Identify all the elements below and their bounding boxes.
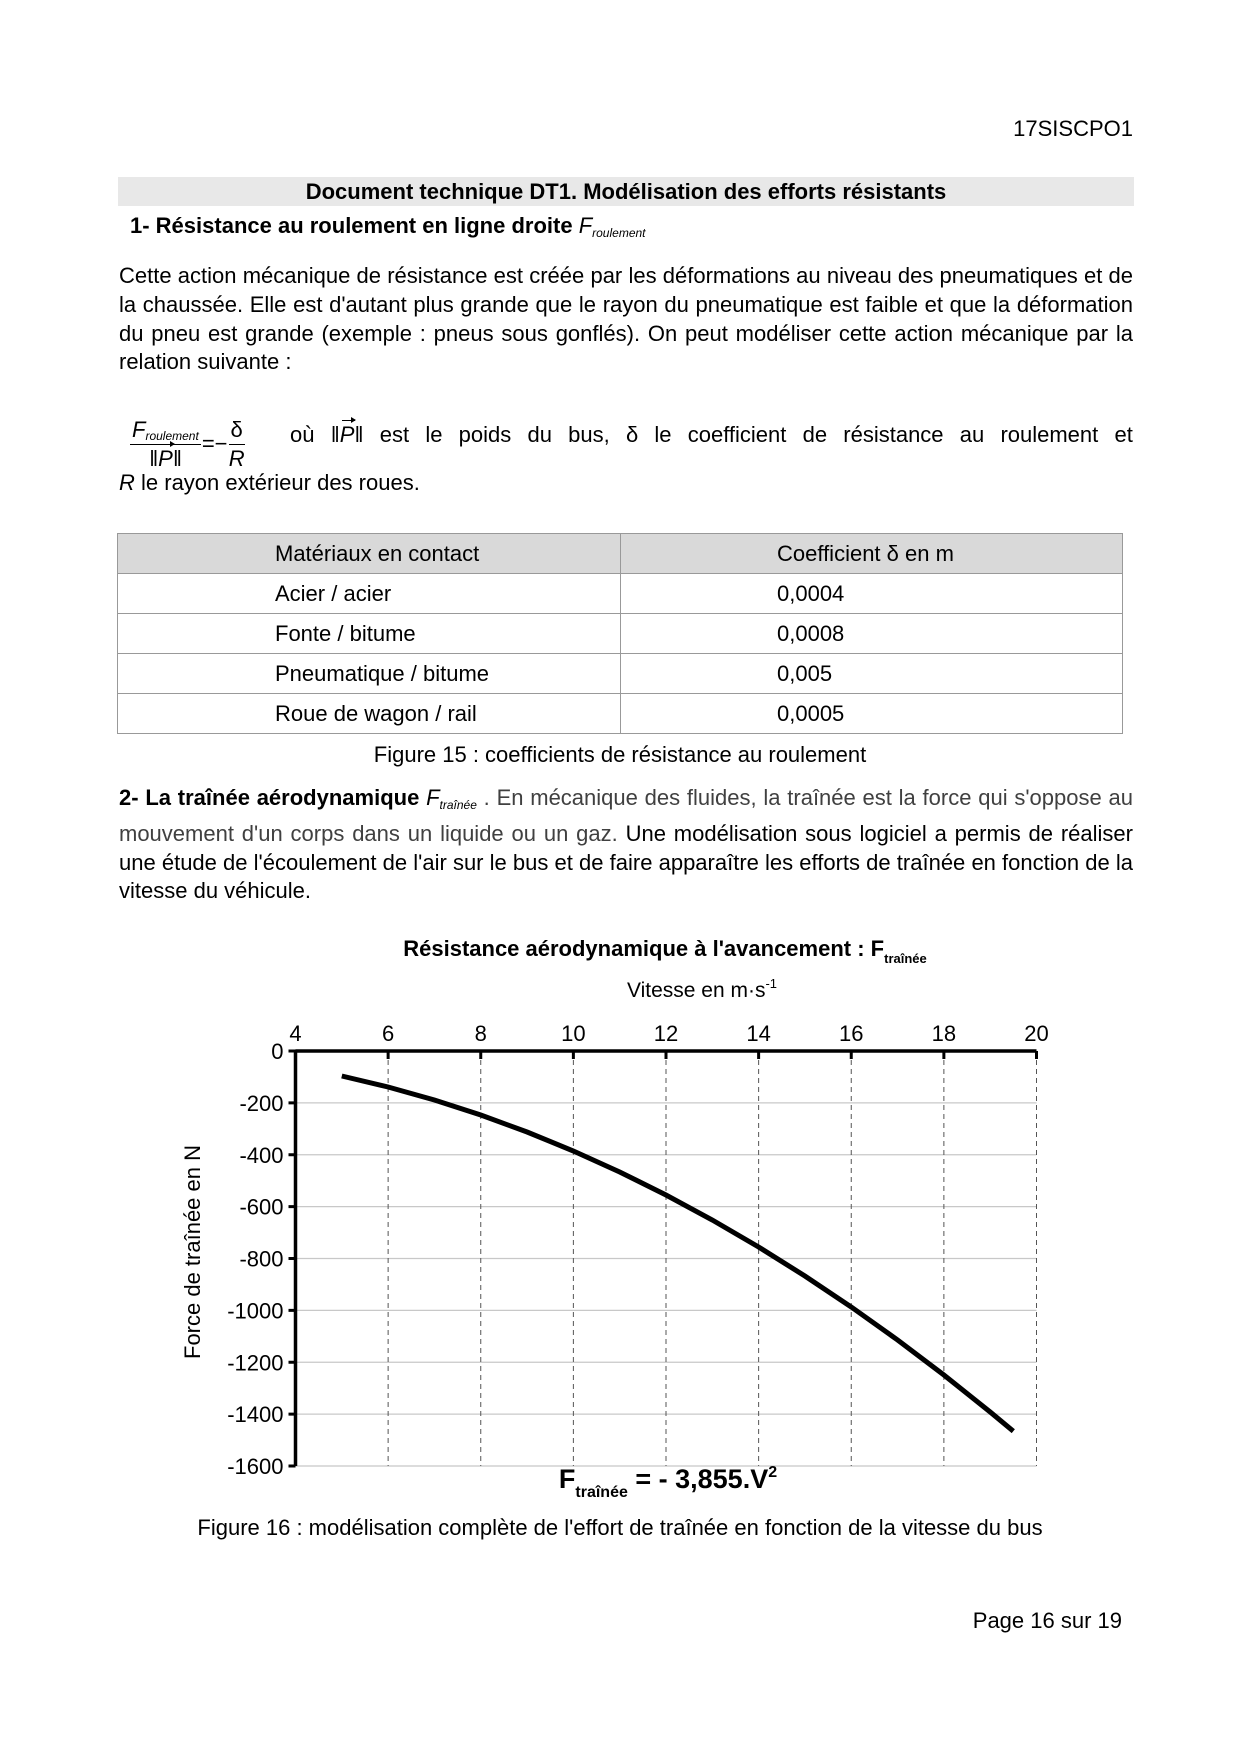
formula-word: δ [625, 422, 639, 447]
y-tick-label: -1400 [227, 1402, 284, 1428]
x-tick-label: 14 [746, 1021, 771, 1046]
formula-explanation [290, 422, 1133, 448]
drag-equation-annotation: $F_{traînée}$ = - $3,855.V^2$ [558, 1464, 778, 1501]
table-row [118, 694, 1123, 734]
cell-material: Roue de wagon / rail [118, 694, 621, 734]
section2-symbol: Ftraînée [426, 785, 477, 812]
x-tick-label: 6 [382, 1021, 395, 1046]
formula-word: coefficient [687, 422, 787, 447]
formula-rhs-fraction: $\frac{\delta}{R}$ [228, 416, 245, 471]
y-tick-label: -400 [239, 1142, 284, 1168]
x-tick-label: 16 [839, 1021, 864, 1046]
drag-force-chart [0, 920, 1240, 1560]
formula-word: poids [458, 422, 512, 447]
cell-material: Pneumatique / bitume [118, 654, 621, 694]
document-reference: 17SISCPO1 [1013, 116, 1133, 141]
column-header-coefficient: Coefficient δ en m [621, 534, 1123, 574]
x-tick-label: 4 [289, 1021, 302, 1046]
cell-material: Fonte / bitume [118, 614, 621, 654]
formula-word: le [654, 422, 672, 447]
formula-word: ‖P‖ [330, 422, 364, 447]
cell-material: Acier / acier [118, 574, 621, 614]
y-tick-label: -800 [239, 1246, 284, 1272]
figure16-caption: Figure 16 : modélisation complète de l'effort de traînée en fonction de la vitesse du bus [197, 1515, 1043, 1540]
formula-word: le [425, 422, 443, 447]
x-tick-label: 20 [1024, 1021, 1049, 1046]
rolling-coefficient-table [117, 533, 1123, 734]
chart-grid [296, 1051, 1037, 1466]
formula-word: roulement [1000, 422, 1099, 447]
chart-axes [227, 1021, 1049, 1479]
formula-word: résistance [843, 422, 944, 447]
formula-continuation: R le rayon extérieur des roues. [119, 470, 420, 495]
y-tick-label: -200 [239, 1090, 284, 1116]
section2-paragraph [119, 784, 1133, 906]
table-header-row [118, 534, 1123, 574]
figure15-caption: Figure 15 : coefficients de résistance au roulement [373, 742, 867, 767]
chart-x-axis-label: Vitesse en $m\cdot s^{-1}$ [626, 976, 778, 1002]
section1-heading-text: 1- Résistance au roulement en ligne droite [130, 213, 573, 238]
y-tick-label: -1200 [227, 1350, 284, 1376]
y-tick-label: -1000 [227, 1298, 284, 1324]
document-title: Document technique DT1. Modélisation des efforts résistants [305, 178, 947, 204]
formula-equals: =− [201, 431, 228, 456]
section1-paragraph: Cette action mécanique de résistance est créée par les déformations au niveau des pneumatiques et de la chaussée. Elle est d'autant plus grande que le rayon du pneumatique est faible et que la déformation du pneu est grande (exemple : pneus sous gonflés). On peut modéliser cette action mécanique par la relation suivante : [119, 263, 1133, 375]
x-tick-label: 10 [561, 1021, 586, 1046]
document-title-bar [118, 177, 1134, 206]
x-tick-label: 12 [653, 1021, 679, 1046]
cell-coefficient: 0,005 [621, 654, 1123, 694]
section1-heading-symbol: Froulement [578, 213, 646, 240]
page-number: Page 16 sur 19 [972, 1608, 1122, 1633]
column-header-materials: Matériaux en contact [118, 534, 621, 574]
x-tick-label: 18 [931, 1021, 957, 1046]
formula-word: où [290, 422, 315, 447]
table-row [118, 614, 1123, 654]
table-row [118, 574, 1123, 614]
drag-force-curve [342, 1076, 1014, 1431]
formula-word: du [527, 422, 552, 447]
cell-coefficient: 0,0004 [621, 574, 1123, 614]
table-row [118, 654, 1123, 694]
formula-lhs-fraction: $\frac{\text{Froulement}}{‖P‖}$ [132, 416, 199, 471]
chart-title: Résistance aérodynamique à l'avancement : $F_{traînée}$ [403, 936, 927, 966]
chart-y-axis-label: Force de traînée en N [180, 1144, 205, 1360]
cell-coefficient: 0,0005 [621, 694, 1123, 734]
section2-description: Une modélisation sous logiciel a permis de réaliser une étude de l'écoulement de l'air sur le bus et de faire apparaître les efforts de traînée en fonction de la vitesse du véhicule. [119, 820, 1133, 904]
y-tick-label: -1600 [227, 1454, 284, 1479]
formula-word: et [1114, 422, 1133, 447]
section2-heading: 2- La traînée aérodynamique [119, 785, 420, 810]
cell-coefficient: 0,0008 [621, 614, 1123, 654]
formula-word: bus, [568, 422, 610, 447]
formula-word: au [959, 422, 985, 447]
y-tick-label: -600 [239, 1194, 284, 1220]
section2-definition: . En mécanique des fluides, la traînée est la force qui s'oppose au mouvement d'un corps dans un liquide ou un gaz. [119, 785, 1133, 846]
section1-heading [130, 213, 646, 240]
formula-word: est [379, 422, 410, 447]
x-tick-label: 8 [474, 1021, 487, 1046]
y-tick-label: 0 [271, 1039, 284, 1064]
formula-word: de [802, 422, 828, 447]
